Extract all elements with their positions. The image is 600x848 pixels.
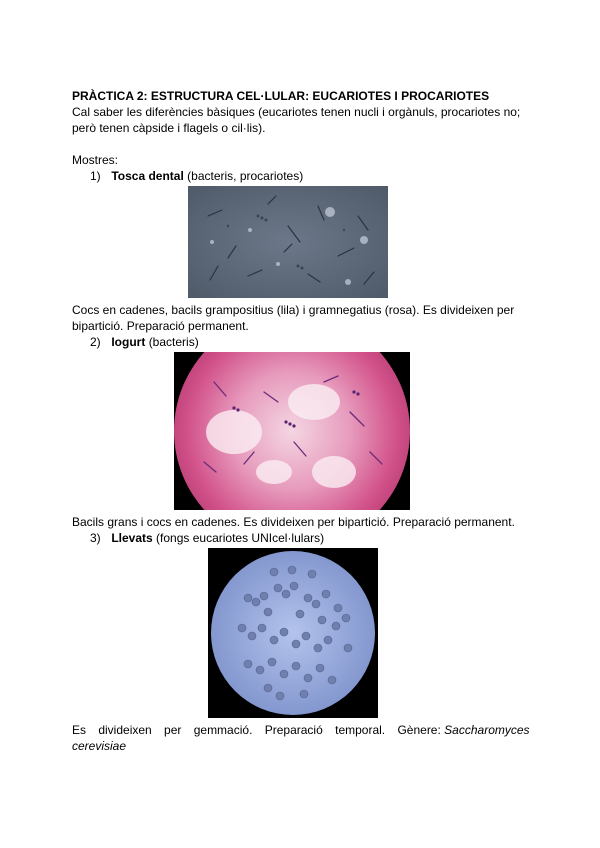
sample-number: 2) [90, 335, 101, 349]
sample-3-description: Es divideixen per gemmació. Preparació temporal. Gènere: [72, 723, 441, 737]
sample-1-description-line-1: Cocs en cadenes, bacils grampositius (lila) i gramnegatius (rosa). Es divideixen per [72, 303, 515, 317]
intro-text-line-2: però tenen càpside i flagels o cil·lis). [72, 121, 266, 135]
sample-item-3 [90, 530, 324, 546]
sample-detail: (fongs eucariotes UNIcel·lulars) [156, 531, 325, 545]
sample-item-2 [90, 334, 199, 350]
yogurt-bacteria-micrograph [174, 352, 410, 510]
sample-item-1 [90, 168, 303, 184]
sample-name: Tosca dental [111, 169, 184, 183]
intro-text-line-1: Cal saber les diferències bàsiques (eucariotes tenen nucli i orgànuls, procariotes no; [72, 105, 521, 119]
sample-2-description: Bacils grans i cocs en cadenes. Es divideixen per bipartició. Preparació permanent. [72, 515, 515, 529]
dental-plaque-micrograph [188, 186, 388, 298]
sample-name: Iogurt [111, 335, 146, 349]
sample-detail: (bacteris) [148, 335, 199, 349]
yeast-cells-micrograph [208, 548, 378, 718]
sample-3-description-line-2 [72, 738, 528, 754]
sample-number: 3) [90, 531, 101, 545]
sample-3-description-line-1 [72, 722, 528, 738]
sample-1-description-line-2: bipartició. Preparació permanent. [72, 319, 249, 333]
genus-name: Saccharomyces [444, 723, 530, 737]
sample-number: 1) [90, 169, 101, 183]
sample-detail: (bacteris, procariotes) [187, 169, 304, 183]
samples-heading: Mostres: [72, 153, 119, 167]
page-title: PRÀCTICA 2: ESTRUCTURA CEL·LULAR: EUCARIOTES I PROCARIOTES [72, 89, 490, 103]
species-name: cerevisiae [72, 739, 127, 753]
sample-name: Llevats [111, 531, 153, 545]
